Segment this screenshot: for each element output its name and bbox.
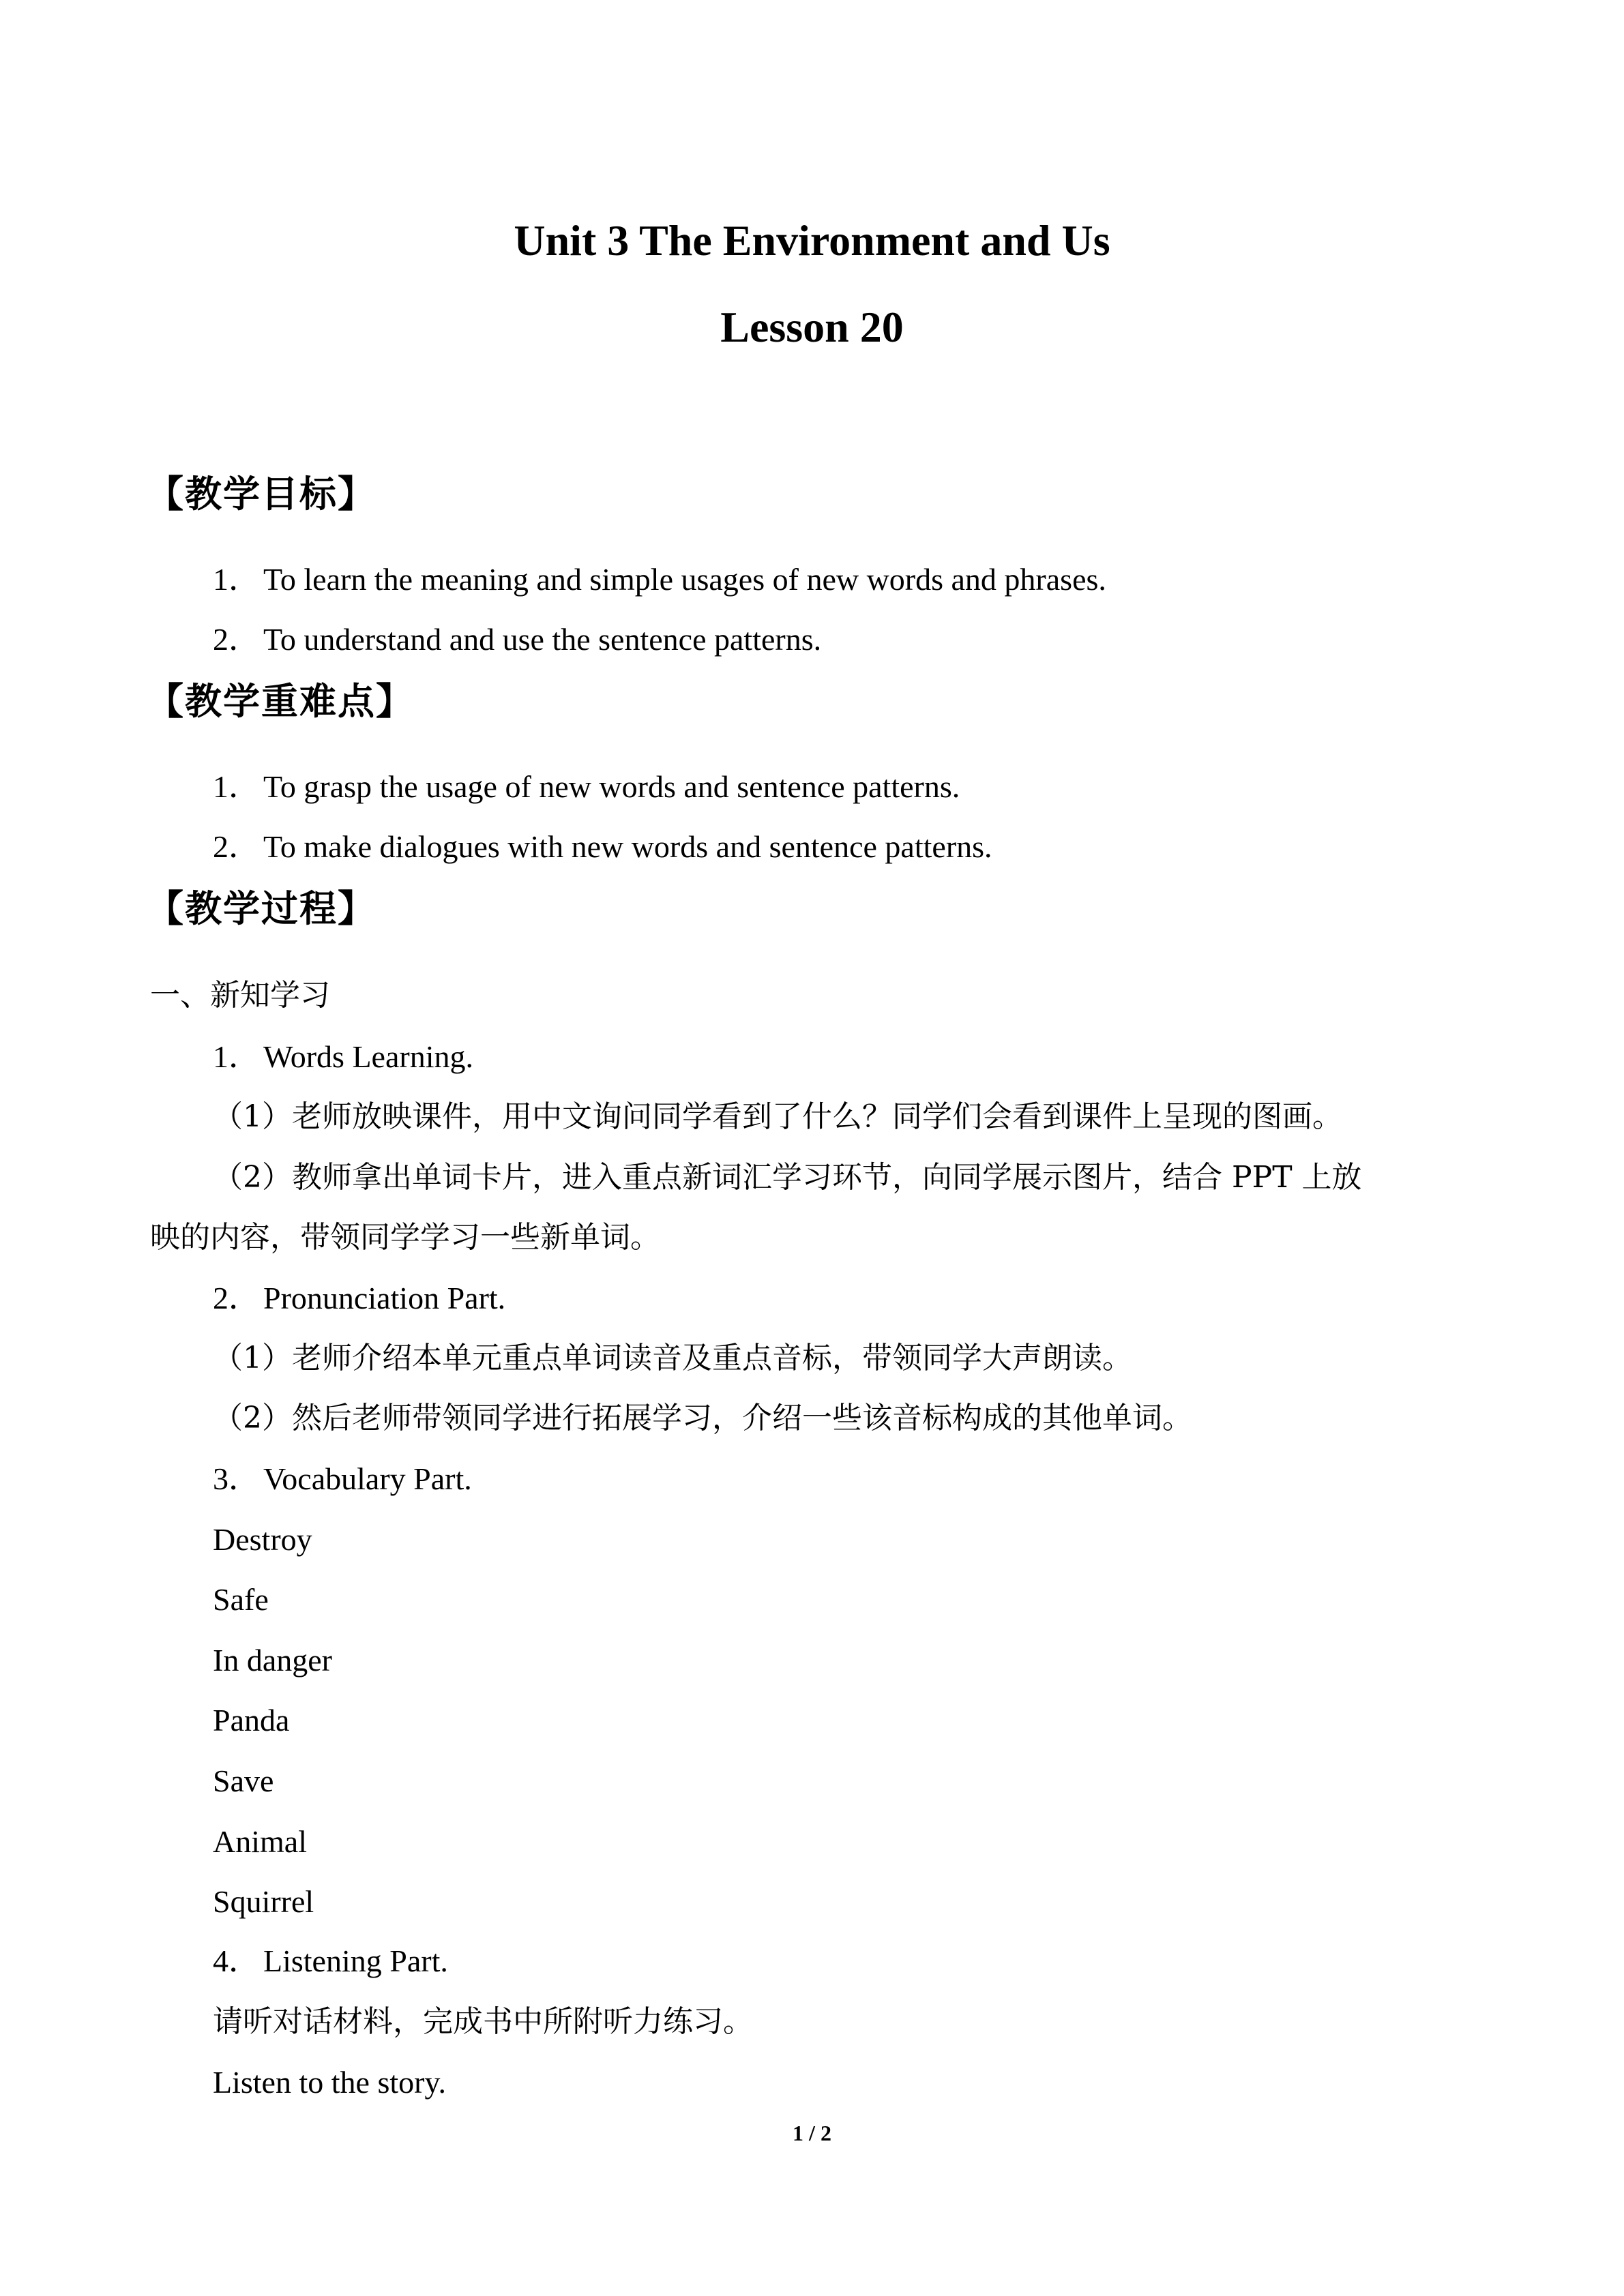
vocabulary-word: Destroy <box>213 1522 312 1557</box>
key-point-text: To make dialogues with new words and sentence patterns. <box>263 829 992 864</box>
step-number: 3． <box>213 1461 260 1496</box>
objective-number: 2． <box>213 622 260 657</box>
key-point-number: 1． <box>213 769 260 804</box>
step-listening <box>213 1941 448 1982</box>
words-note: 映的内容，带领同学学习一些新单词。 <box>150 1220 660 1255</box>
vocabulary-word: Squirrel <box>213 1884 314 1919</box>
part-one-heading: 一、新知学习 <box>150 978 330 1013</box>
step-text: Vocabulary Part. <box>263 1461 472 1496</box>
key-point-text: To grasp the usage of new words and sentence patterns. <box>263 769 960 804</box>
key-point-item <box>213 766 960 807</box>
step-text: Listening Part. <box>263 1943 448 1978</box>
lesson-title: Lesson 20 <box>720 303 904 351</box>
step-pronunciation <box>213 1278 505 1319</box>
step-text: Words Learning. <box>263 1039 473 1074</box>
step-number: 2． <box>213 1281 260 1315</box>
vocabulary-word: In danger <box>213 1643 332 1678</box>
process-heading: 【教学过程】 <box>147 887 376 930</box>
objective-text: To understand and use the sentence patterns. <box>263 622 822 657</box>
step-vocabulary <box>213 1459 472 1500</box>
objective-text: To learn the meaning and simple usages of new words and phrases. <box>263 562 1106 597</box>
document-title: Unit 3 The Environment and Us <box>514 216 1110 265</box>
key-points-heading: 【教学重难点】 <box>147 680 414 723</box>
step-number: 4． <box>213 1943 260 1978</box>
step-text: Pronunciation Part. <box>263 1281 506 1315</box>
step-words-learning <box>213 1037 473 1077</box>
vocabulary-word: Panda <box>213 1703 290 1738</box>
pronunciation-note: （1）老师介绍本单元重点单词读音及重点音标，带领同学大声朗读。 <box>213 1341 1132 1375</box>
key-point-number: 2． <box>213 829 260 864</box>
vocabulary-word: Animal <box>213 1824 307 1859</box>
pronunciation-note: （2）然后老师带领同学进行拓展学习，介绍一些该音标构成的其他单词。 <box>213 1401 1192 1435</box>
listening-note: Listen to the story. <box>213 2065 446 2100</box>
words-note: （1）老师放映课件，用中文询问同学看到了什么？同学们会看到课件上呈现的图画。 <box>213 1099 1342 1134</box>
words-note: （2）教师拿出单词卡片，进入重点新词汇学习环节，向同学展示图片，结合 PPT 上放 <box>213 1160 1362 1195</box>
objective-item <box>213 559 1106 600</box>
step-number: 1． <box>213 1039 260 1074</box>
vocabulary-word: Save <box>213 1763 274 1798</box>
objectives-heading: 【教学目标】 <box>147 473 376 516</box>
key-point-item <box>213 826 992 867</box>
objective-number: 1． <box>213 562 260 597</box>
listening-note: 请听对话材料，完成书中所附听力练习。 <box>213 2004 753 2039</box>
page-number: 1 / 2 <box>793 2121 831 2145</box>
vocabulary-word: Safe <box>213 1582 269 1617</box>
objective-item <box>213 619 821 660</box>
